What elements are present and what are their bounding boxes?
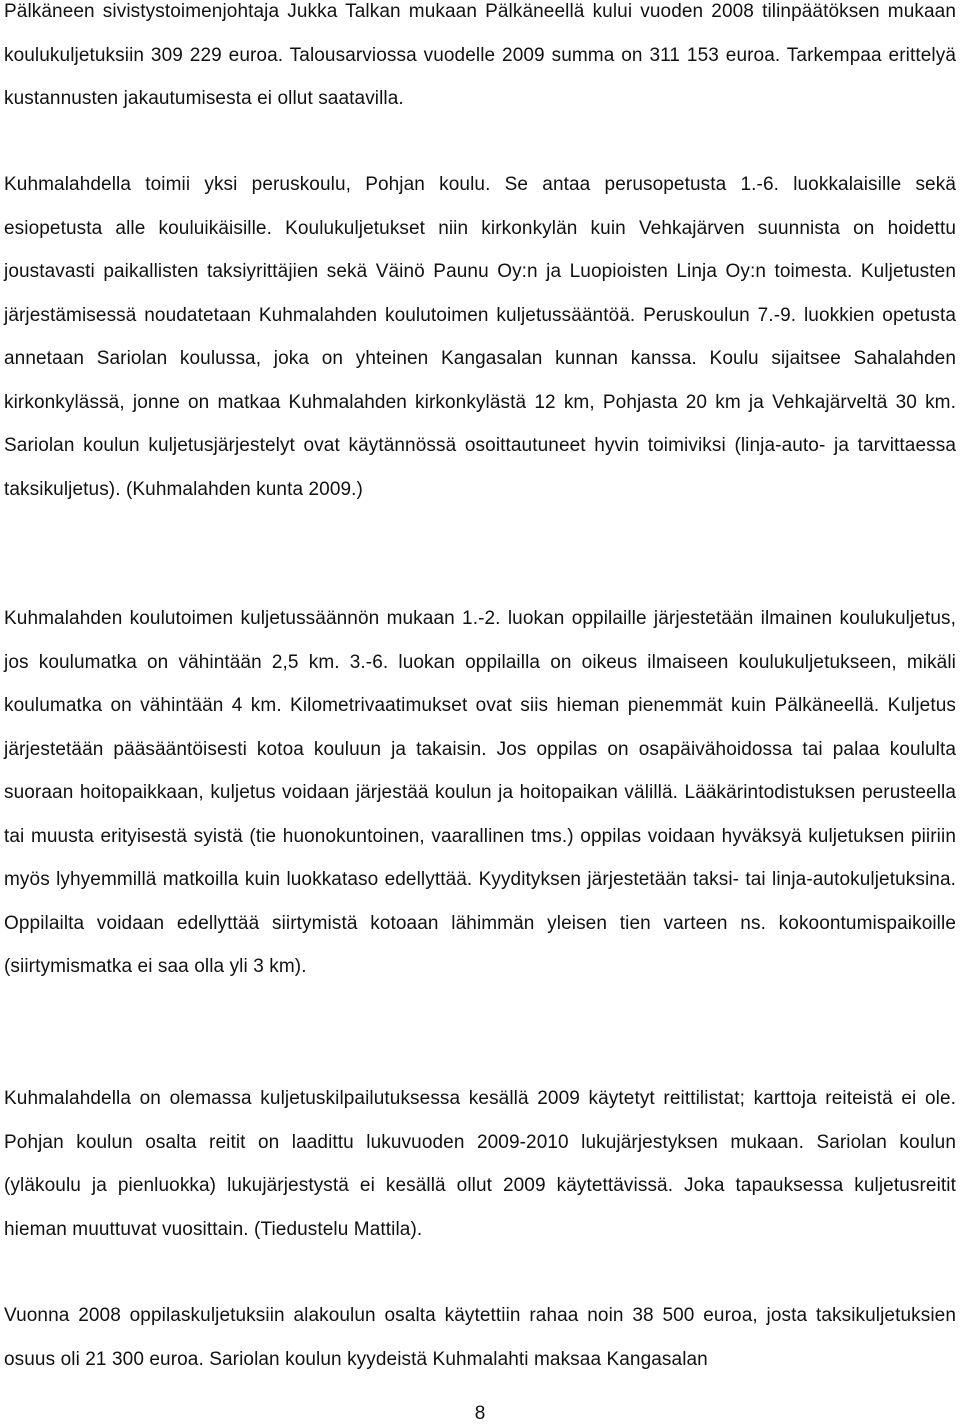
paragraph-transport-rules (4, 597, 956, 989)
paragraph-text: Vuonna 2008 oppilaskuljetuksiin alakoulun osalta käytettiin rahaa noin 38 500 euroa, josta taksikuljetuksien osuus oli 21 300 euroa. Sariolan koulun kyydeistä Kuhmalahti maksaa Kangasalan (4, 1305, 956, 1370)
page-number: 8 (474, 1403, 486, 1424)
paragraph-kuhmalahti-school (4, 163, 956, 511)
paragraph-route-lists (4, 1077, 956, 1251)
paragraph-text: Koulukuljetukset niin kirkonkylän kuin Vehkajärven suunnista on hoidettu joustavasti paikallisten taksiyrittäjien sekä Väinö Paunu Oy:n ja Luopioisten Linja Oy:n toimesta. Kuljetusten järjestämisessä noudatetaan Kuhmalahden koulutoimen kuljetussääntöä. Peruskoulun 7.-9. luokkien opetusta annetaan Sariolan koulussa, joka on yhteinen Kangasalan kunnan kanssa. Koulu sijaitsee Sahalahden kirkonkylässä, jonne on matkaa Kuhmalahden kirkonkylästä 12 km, Pohjasta 20 km ja Vehkajärveltä 30 km. Sariolan koulun kuljetusjärjestelyt ovat käytännössä osoittautuneet hyvin toimiviksi (linja-auto- ja tarvittaessa taksikuljetus). (Kuhmalahden kunta 2009.) (4, 217, 956, 500)
paragraph-2008-costs (4, 1294, 956, 1381)
paragraph-text: Pälkäneen sivistystoimenjohtaja Jukka Talkan mukaan Pälkäneellä kului vuoden 2008 tilinpäätöksen mukaan koulukuljetuksiin 309 229 euroa. Talousarviossa vuodelle 2009 summa on 311 153 euroa. Tarkempaa erittelyä kustannusten jakautumisesta ei ollut saatavilla. (4, 1, 956, 109)
paragraph-text: Kuhmalahdella toimii yksi peruskoulu, Pohjan koulu. Se antaa perusopetusta 1.-6. luokkalaisille sekä esiopetusta alle kouluikäisille. (4, 174, 956, 239)
paragraph-text: Kuhmalahdella on olemassa kuljetuskilpailutuksessa kesällä 2009 käytetyt reittilistat; karttoja reiteistä ei ole. Pohjan koulun osalta reitit on laadittu lukuvuoden 2009-2010 lukujärjestyksen mukaan. Sariolan koulun (yläkoulu ja pienluokka) lukujärjestystä ei kesällä ollut 2009 käytettävissä. Joka tapauksessa kuljetusreitit hieman muuttuvat vuosittain. (Tiedustelu Mattila). (4, 1088, 956, 1240)
paragraph-text: Kuhmalahden koulutoimen kuljetussäännön mukaan 1.-2. luokan oppilaille järjestetään ilmainen koulukuljetus, jos koulumatka on vähintään 2,5 km. 3.-6. luokan oppilailla on oikeus ilmaiseen koulukuljetukseen, mikäli koulumatka on vähintään 4 km. Kilometrivaatimukset ovat siis hieman pienemmät kuin Pälkäneellä. Kuljetus järjestetään pääsääntöisesti kotoa kouluun ja takaisin. Jos oppilas on osapäivähoidossa tai palaa koululta suoraan hoitopaikkaan, kuljetus voidaan järjestää koulun ja hoitopaikan välillä. Lääkärintodistuksen perusteella tai muusta erityisestä syistä (tie huonokuntoinen, vaarallinen tms.) oppilas voidaan hyväksyä kuljetuksen piiriin myös lyhyemmillä matkoilla kuin luokkataso edellyttää. Kyydityksen järjestetään taksi- tai linja-autokuljetuksina. Oppilailta voidaan edellyttää siirtymistä kotoaan lähimmän yleisen tien varteen ns. kokoontumispaikoille (siirtymismatka ei saa olla yli 3 km). (4, 608, 956, 977)
paragraph-palkane-costs (4, 0, 956, 121)
